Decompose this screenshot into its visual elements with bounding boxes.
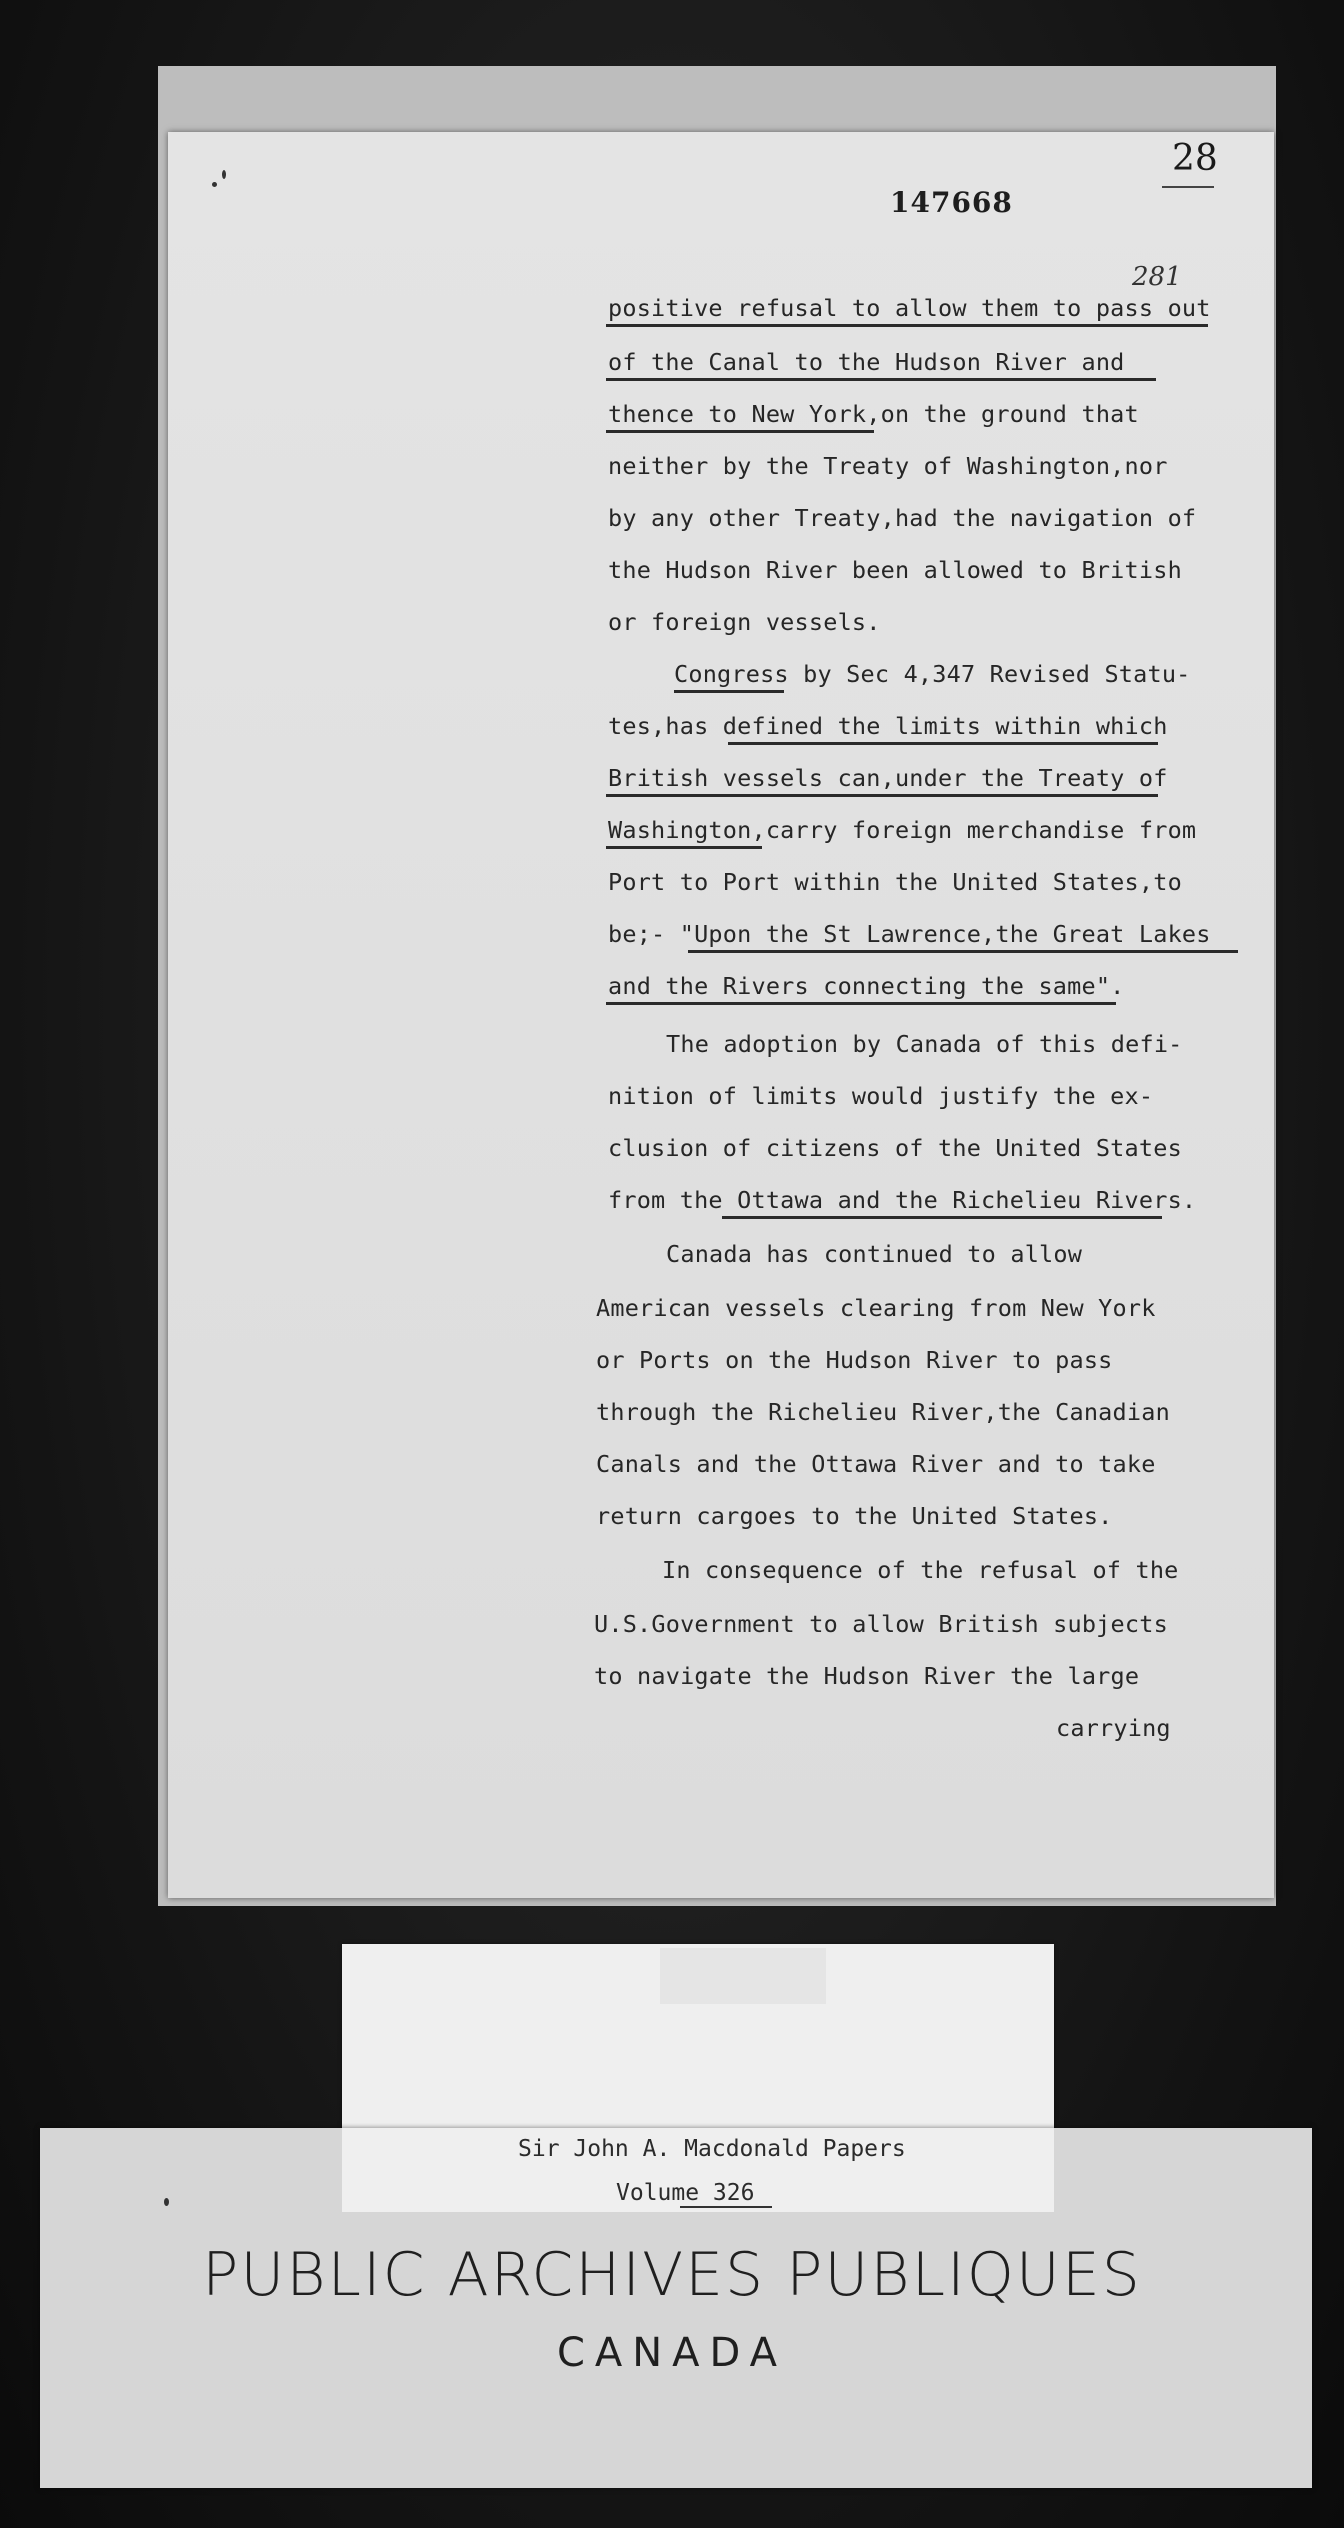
text-line: In consequence of the refusal of the xyxy=(662,1556,1179,1584)
text-line: of the Canal to the Hudson River and xyxy=(608,348,1125,376)
page-number: 28 xyxy=(1172,138,1218,179)
text-line: neither by the Treaty of Washington,nor xyxy=(608,452,1168,480)
page-speck xyxy=(222,170,226,179)
underline-mark xyxy=(728,742,1158,745)
collection-name: Sir John A. Macdonald Papers xyxy=(518,2136,906,2162)
text-line: or Ports on the Hudson River to pass xyxy=(596,1346,1113,1374)
text-line: return cargoes to the United States. xyxy=(596,1502,1113,1530)
text-line: Congress by Sec 4,347 Revised Statu- xyxy=(674,660,1191,688)
text-line: clusion of citizens of the United States xyxy=(608,1134,1182,1162)
text-line: thence to New York,on the ground that xyxy=(608,400,1139,428)
text-line: tes,has defined the limits within which xyxy=(608,712,1168,740)
page-number-underline xyxy=(1162,186,1214,188)
underline-mark xyxy=(606,794,1158,797)
text-line: be;- "Upon the St Lawrence,the Great Lakes xyxy=(608,920,1211,948)
underline-mark xyxy=(722,1216,1162,1219)
text-line: positive refusal to allow them to pass out xyxy=(608,294,1211,322)
underline-mark xyxy=(674,690,784,693)
underline-mark xyxy=(606,430,874,433)
underline-mark xyxy=(606,378,1156,381)
underline-mark xyxy=(688,950,1238,953)
document-id: 147668 xyxy=(890,186,1013,219)
underline-mark xyxy=(606,1002,1116,1005)
text-line: or foreign vessels. xyxy=(608,608,881,636)
text-line: to navigate the Hudson River the large xyxy=(594,1662,1140,1690)
volume-underline xyxy=(680,2206,772,2208)
text-line: by any other Treaty,had the navigation of xyxy=(608,504,1197,532)
text-line: nition of limits would justify the ex- xyxy=(608,1082,1154,1110)
underline-mark xyxy=(606,324,1208,327)
stamp-speck xyxy=(164,2198,169,2206)
volume-label: Volume 326 xyxy=(616,2180,755,2206)
text-line: through the Richelieu River,the Canadian xyxy=(596,1398,1170,1426)
page-speck xyxy=(212,182,217,187)
text-line: American vessels clearing from New York xyxy=(596,1294,1156,1322)
text-line: carrying xyxy=(1056,1714,1171,1742)
folio-number: 281 xyxy=(1132,262,1182,292)
text-line: Port to Port within the United States,to xyxy=(608,868,1182,896)
text-line: Washington,carry foreign merchandise from xyxy=(608,816,1197,844)
archive-title: PUBLIC ARCHIVES PUBLIQUES xyxy=(202,2240,1142,2310)
underline-mark xyxy=(606,846,762,849)
text-line: U.S.Government to allow British subjects xyxy=(594,1610,1168,1638)
text-line: and the Rivers connecting the same". xyxy=(608,972,1125,1000)
tape-strip xyxy=(660,1948,826,2004)
text-line: the Hudson River been allowed to British xyxy=(608,556,1182,584)
text-line: Canada has continued to allow xyxy=(666,1240,1083,1268)
text-line: British vessels can,under the Treaty of xyxy=(608,764,1168,792)
archive-country: CANADA xyxy=(556,2330,788,2376)
text-line: from the Ottawa and the Richelieu Rivers. xyxy=(608,1186,1197,1214)
text-line: Canals and the Ottawa River and to take xyxy=(596,1450,1156,1478)
text-line: The adoption by Canada of this defi- xyxy=(666,1030,1183,1058)
